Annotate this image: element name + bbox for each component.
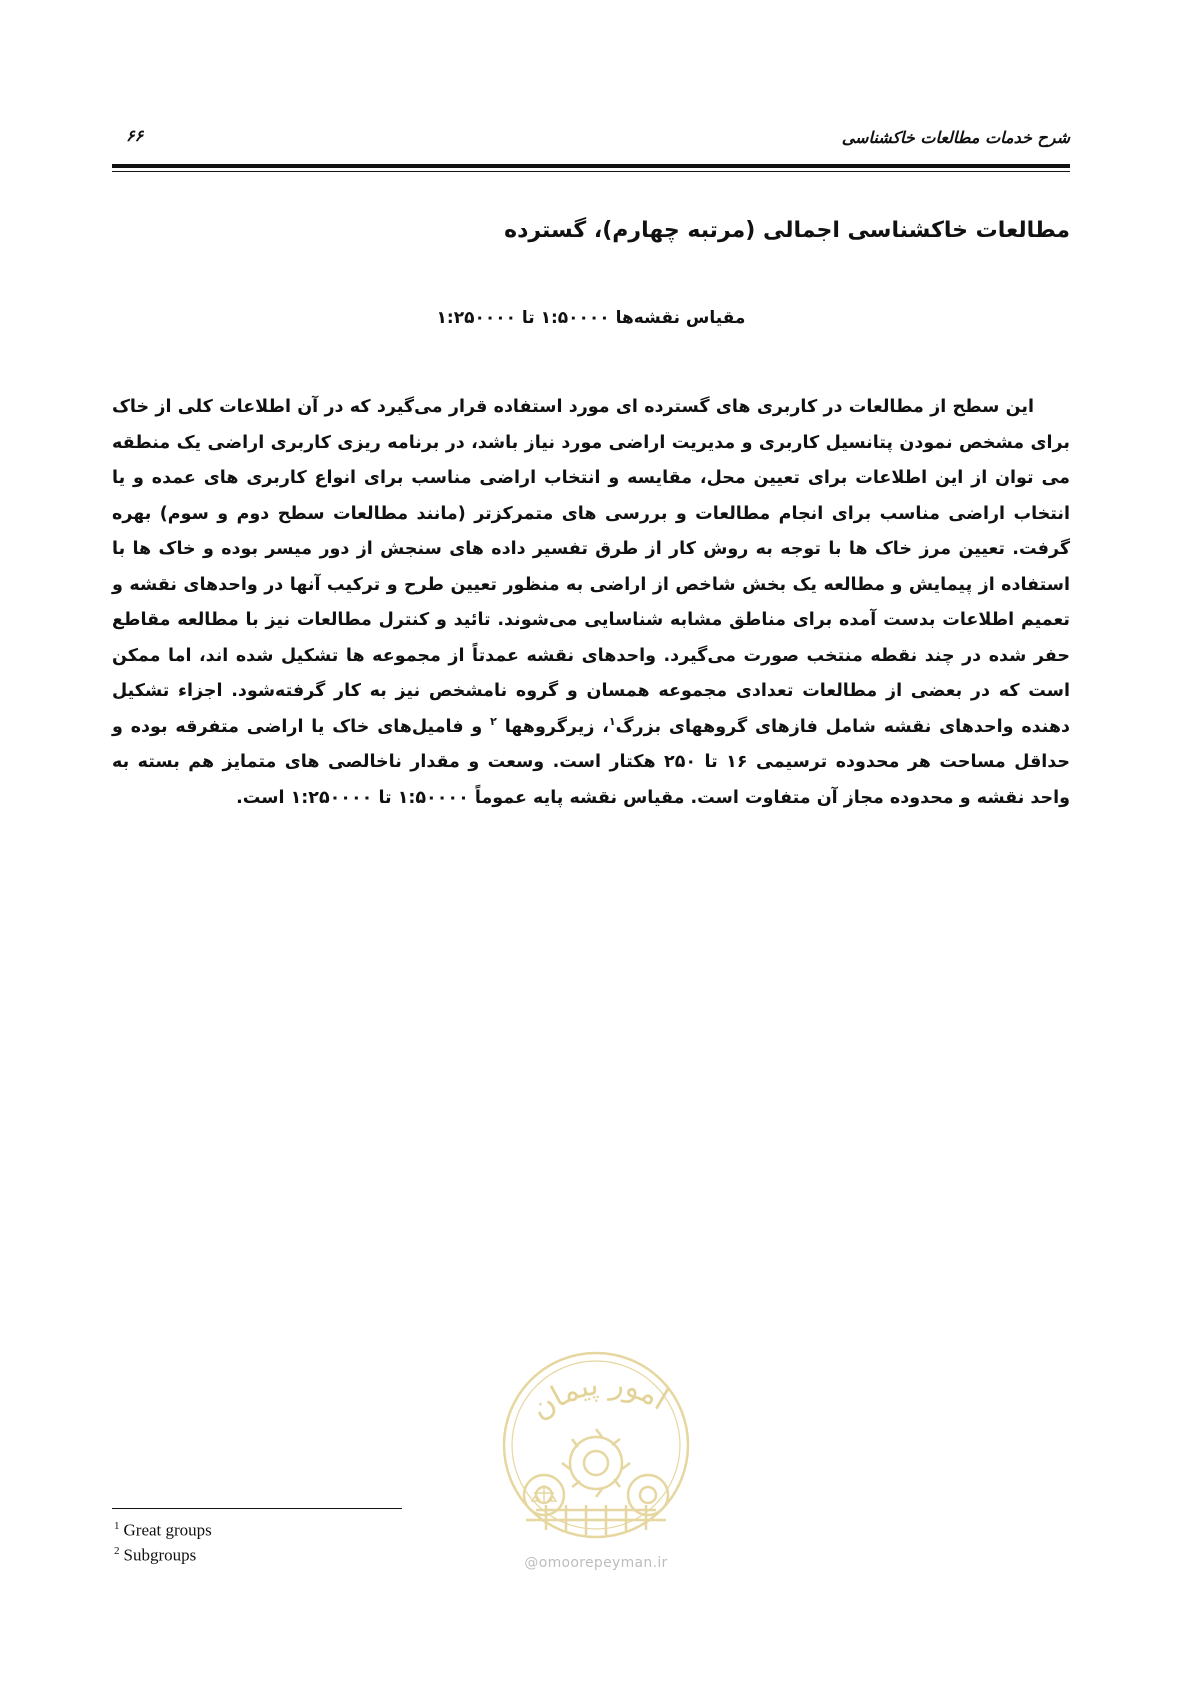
header-rule-thick [112,164,1070,168]
running-header-title: شرح خدمات مطالعات خاکشناسی [841,128,1070,147]
watermark-url: @omoorepeyman.ir [524,1555,668,1571]
watermark-logo-text: امور پیمان [524,1366,674,1427]
svg-text:امور پیمان [525,1366,674,1426]
header-rule-thin [112,171,1070,172]
page-number: ۶۶ [126,126,144,145]
body-paragraph [112,390,1070,816]
section-title: مطالعات خاکشناسی اجمالی (مرتبه چهارم)، گسترده [504,218,1070,243]
watermark-seal-icon [486,1345,706,1555]
paragraph-text-part2: ، زیرگروهها [504,716,609,737]
footnote-1-mark: 1 [114,1520,120,1532]
running-header [112,120,1070,160]
map-scale-subtitle: مقیاس نقشه‌ها ۱:۵۰۰۰۰ تا ۱:۲۵۰۰۰۰ [436,308,746,328]
footnote-ref-2: ۲ [490,714,497,728]
paragraph-text-part1: این سطح از مطالعات در کاربری های گسترده ای مورد استفاده قرار می‌گیرد که در آن اطلاعات کلی از خاک برای مشخص نمودن پتانسیل کاربری و مدیریت اراضی مورد نیاز باشد، در برنامه ریزی کاربری اراضی یک منطقه می توان از این اطلاعات برای تعیین محل، مقایسه و انتخاب اراضی مناسب برای انواع کاربری های عمده و یا انتخاب اراضی مناسب برای انجام مطالعات و بررسی های متمرکزتر (مانند مطالعات سطح دوم و سوم) بهره گرفت. تعیین مرز خاک ها با توجه به روش کار از طرق تفسیر داده های سنجش از دور میسر بوده و خاک ها با استفاده از پیمایش و مطالعه یک بخش شاخص از اراضی به منظور تعیین طرح و ترکیب آنها در واحدهای نقشه و تعمیم اطلاعات بدست آمده برای مناطق مشابه شناسایی می‌شوند. تائید و کنترل مطالعات نیز با مطالعه مقاطع حفر شده در چند نقطه منتخب صورت می‌گیرد. واحدهای نقشه عمدتاً از مجموعه ها تشکیل شده اند، اما ممکن است که در بعضی از مطالعات تعدادی مجموعه همسان و گروه نامشخص نیز به کار گرفته‌شود. اجزاء تشکیل دهنده واحدهای نقشه شامل فازهای گروههای بزرگ [112,397,1071,737]
footnote-2-mark: 2 [114,1544,120,1557]
footnote-2 [114,1541,212,1566]
paragraph-text-part3: و فامیل‌های خاک یا اراضی متفرقه بوده و حداقل مساحت هر محدوده ترسیمی ۱۶ تا ۲۵۰ هکتار است. وسعت و مقدار ناخالصی های متمایز هم بسته به واحد نقشه و محدوده مجاز آن متفاوت است. مقیاس نقشه پایه عموماً ۱:۵۰۰۰۰ تا ۱:۲۵۰۰۰۰ است. [112,716,1071,808]
footnote-1-text: Great groups [123,1520,212,1540]
watermark-logo [486,1345,706,1575]
footnote-1 [114,1516,212,1541]
footnote-2-text: Subgroups [123,1545,197,1565]
footnote-ref-1: ۱ [608,714,616,728]
footnotes [114,1516,212,1565]
footnote-separator [112,1508,402,1509]
